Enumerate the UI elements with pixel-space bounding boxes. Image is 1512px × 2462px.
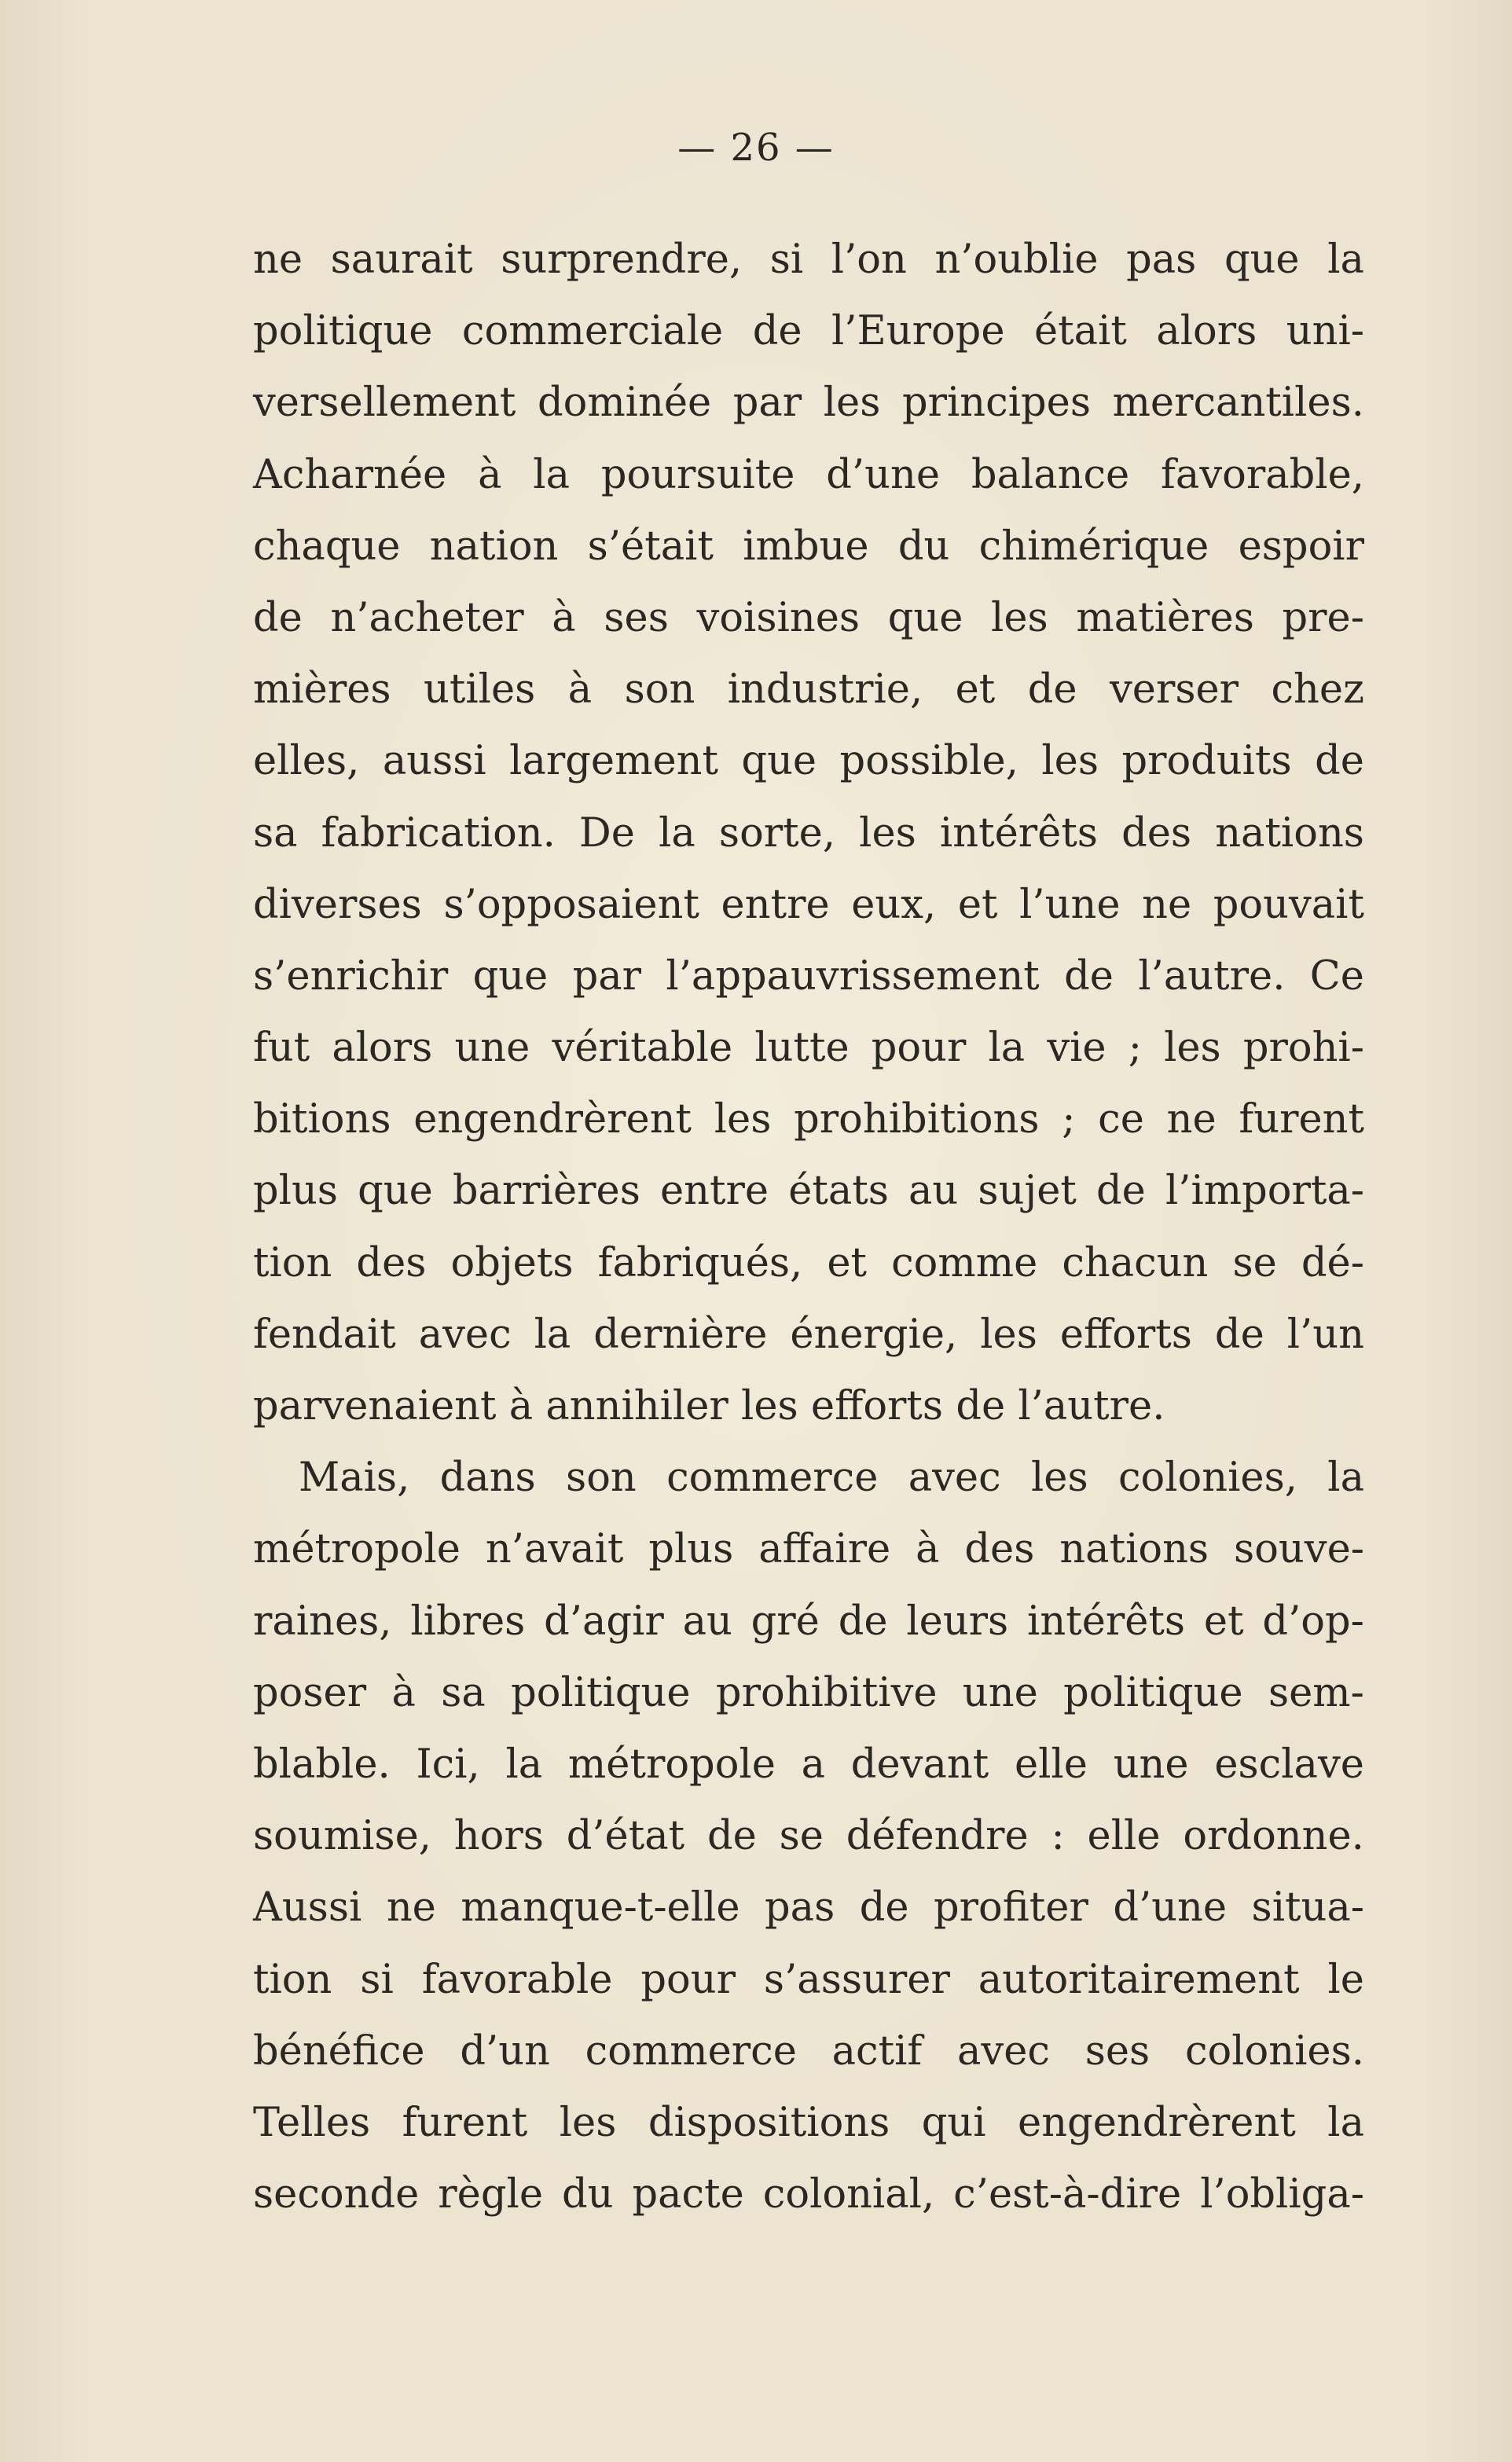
text-line: politique commerciale de l’Europe était alors uni- [253, 308, 1364, 355]
page-number: — 26 — [677, 126, 835, 170]
paragraph [253, 224, 1364, 1442]
text-line: seconde règle du pacte colonial, c’est-à-dire l’obliga- [253, 2171, 1364, 2218]
text-line: raines, libres d’agir au gré de leurs intérêts et d’op- [253, 1598, 1364, 1645]
text-line: diverses s’opposaient entre eux, et l’une ne pouvait [253, 881, 1364, 928]
text-line: fut alors une véritable lutte pour la vie ; les prohi- [253, 1025, 1364, 1072]
text-line: mières utiles à son industrie, et de verser chez [253, 666, 1364, 714]
text-line: blable. Ici, la métropole a devant elle une esclave [253, 1741, 1364, 1788]
text-line: Acharnée à la poursuite d’une balance favorable, [253, 451, 1364, 498]
text-line: de n’acheter à ses voisines que les matières pre- [253, 594, 1364, 641]
text-line: Telles furent les dispositions qui engendrèrent la [253, 2099, 1364, 2146]
text-line: fendait avec la dernière énergie, les efforts de l’un [253, 1311, 1364, 1358]
paragraph [253, 1442, 1364, 2230]
text-line: bitions engendrèrent les prohibitions ; ce ne furent [253, 1096, 1364, 1143]
text-line: chaque nation s’était imbue du chimérique espoir [253, 523, 1364, 570]
text-line: ne saurait surprendre, si l’on n’oublie pas que la [253, 237, 1364, 283]
text-line: sa fabrication. De la sorte, les intérêts des nations [253, 809, 1364, 857]
text-line: tion des objets fabriqués, et comme chacun se dé- [253, 1239, 1364, 1286]
text-line: soumise, hors d’état de se défendre : elle ordonne. [253, 1813, 1364, 1860]
text-line: parvenaient à annihiler les efforts de l’autre. [253, 1383, 1165, 1429]
body-text [253, 224, 1364, 2230]
text-line: versellement dominée par les principes mercantiles. [253, 380, 1364, 427]
text-line: plus que barrières entre états au sujet de l’importa- [253, 1168, 1364, 1215]
text-line: bénéfice d’un commerce actif avec ses colonies. [253, 2027, 1364, 2075]
text-line: s’enrichir que par l’appauvrissement de l’autre. Ce [253, 952, 1364, 1000]
text-line: poser à sa politique prohibitive une politique sem- [253, 1669, 1364, 1716]
text-line: Mais, dans son commerce avec les colonies, la [299, 1455, 1364, 1502]
text-line: tion si favorable pour s’assurer autoritairement le [253, 1956, 1364, 2003]
text-line: métropole n’avait plus affaire à des nations souve- [253, 1526, 1364, 1573]
text-line: elles, aussi largement que possible, les produits de [253, 738, 1364, 785]
text-line: Aussi ne manque-t-elle pas de profiter d’une situa- [253, 1884, 1364, 1932]
